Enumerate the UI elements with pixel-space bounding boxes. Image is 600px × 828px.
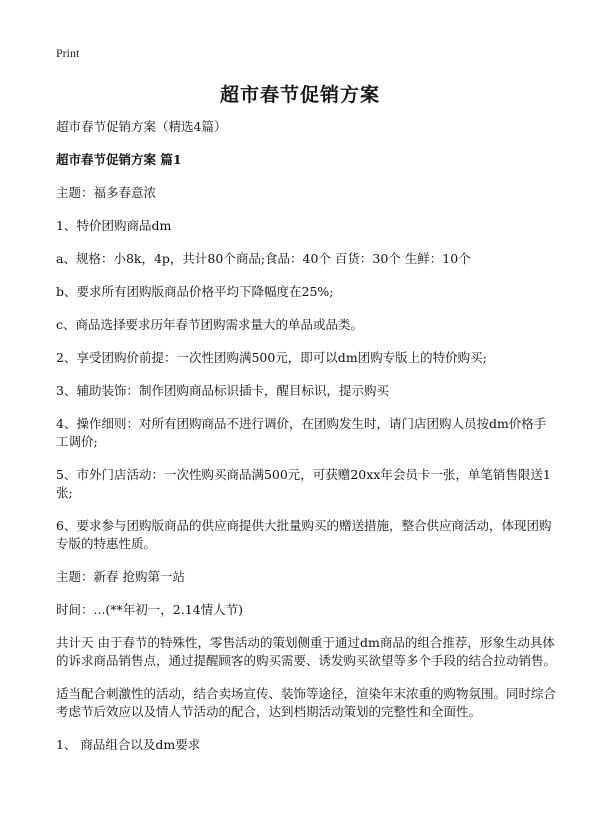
paragraph: 主题：福多春意浓 <box>56 185 157 200</box>
paragraph: 1、 商品组合以及dm要求 <box>56 737 201 752</box>
section-heading: 超市春节促销方案 篇1 <box>56 152 182 167</box>
paragraph: 5、市外门店活动：一次性购买商品满500元，可获赠20xx年会员卡一张，单笔销售限送1张; <box>56 467 551 500</box>
paragraph: a、规格：小8k，4p，共计80个商品;食品：40个 百货：30个 生鲜：10个 <box>56 251 471 266</box>
paragraph: 时间：...(**年初一，2.14情人节) <box>56 602 244 617</box>
paragraph: 2、享受团购价前提：一次性团购满500元，即可以dm团购专版上的特价购买; <box>56 350 487 365</box>
paragraph: 共计天 由于春节的特殊性，零售活动的策划侧重于通过dm商品的组合推荐，形象生动具体的诉求商品销售点，通过提醒顾客的购买需要、诱发购买欲望等多个手段的结合拉动销售。 <box>56 635 557 668</box>
paragraph: 6、要求参与团购版商品的供应商提供大批量购买的赠送措施，整合供应商活动，体现团购专版的特惠性质。 <box>56 518 552 551</box>
page-title: 超市春节促销方案 <box>219 84 380 106</box>
paragraph: 3、辅助装饰：制作团购商品标识插卡，醒目标识，提示购买 <box>56 383 389 398</box>
paragraph: 1、特价团购商品dm <box>56 218 172 233</box>
print-link[interactable]: Print <box>56 46 80 60</box>
paragraph: c、商品选择要求历年春节团购需求量大的单品或品类。 <box>56 317 364 332</box>
paragraph: b、要求所有团购版商品价格平均下降幅度在25%; <box>56 284 334 299</box>
paragraph: 4、操作细则：对所有团购商品不进行调价，在团购发生时，请门店团购人员按dm价格手工调价; <box>56 416 547 449</box>
paragraph-collection-title: 超市春节促销方案（精选4篇） <box>56 119 227 134</box>
document-body <box>56 118 556 769</box>
paragraph: 主题：新春 抢购第一站 <box>56 569 185 584</box>
paragraph: 适当配合刺激性的活动，结合卖场宣传、装饰等途径，渲染年末浓重的购物氛围。同时综合考虑节后效应以及情人节活动的配合，达到档期活动策划的完整性和全面性。 <box>56 686 557 719</box>
